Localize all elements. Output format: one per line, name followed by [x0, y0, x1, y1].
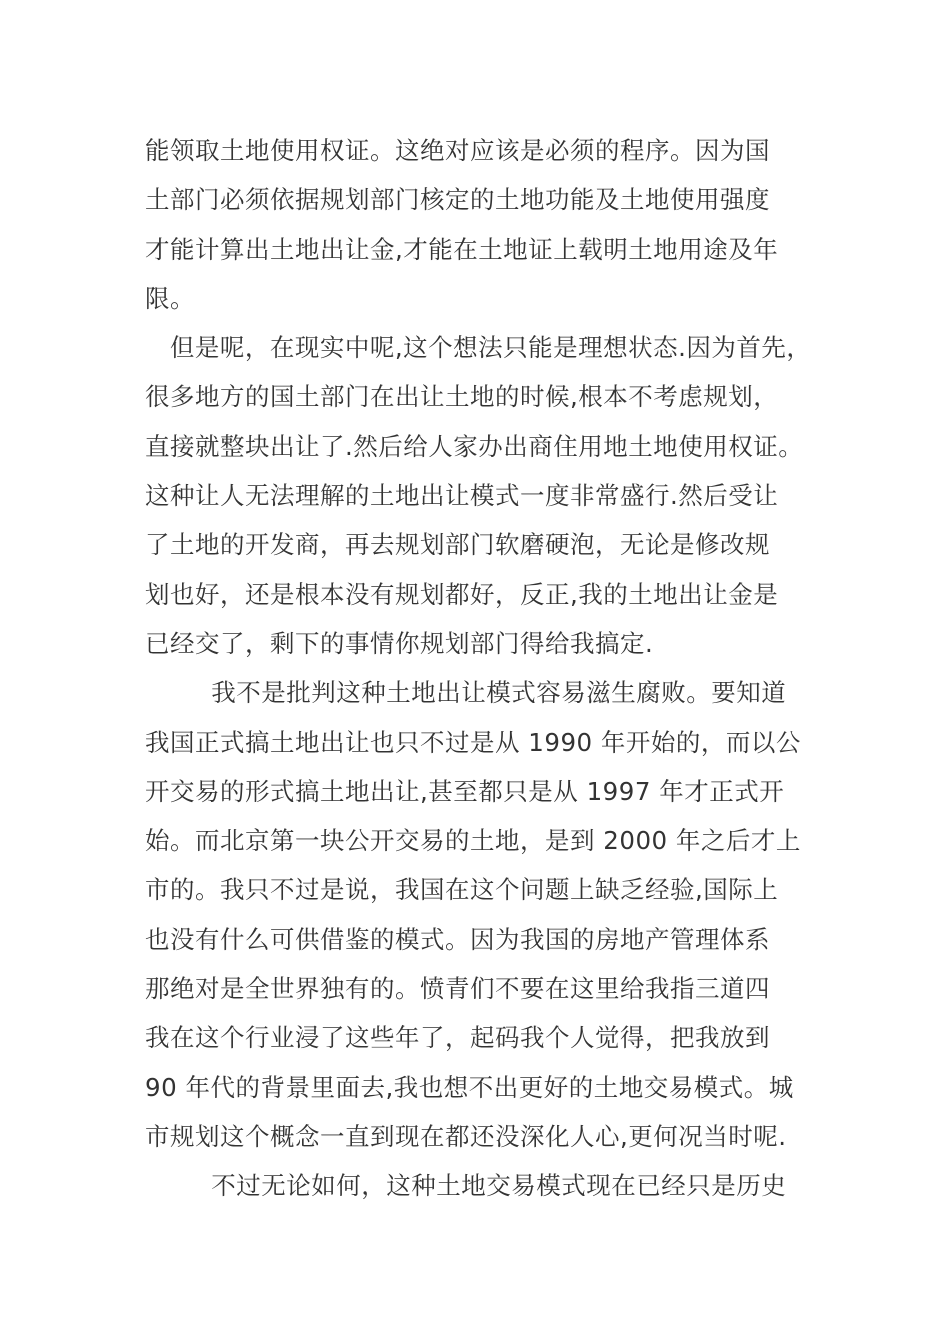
- text-line: 限。: [145, 283, 195, 313]
- text-line: 我在这个行业浸了这些年了，起码我个人觉得，把我放到: [145, 1023, 770, 1053]
- text-line: 我不是批判这种土地出让模式容易滋生腐败。要知道: [145, 678, 787, 708]
- text-line: 始。而北京第一块公开交易的土地，是到 2000 年之后才上: [145, 826, 801, 856]
- text-line: 也没有什么可供借鉴的模式。因为我国的房地产管理体系: [145, 924, 770, 954]
- text-line: 开交易的形式搞土地出让,甚至都只是从 1997 年才正式开: [145, 776, 785, 806]
- text-line: 那绝对是全世界独有的。愤青们不要在这里给我指三道四: [145, 974, 770, 1004]
- text-line: 直接就整块出让了.然后给人家办出商住用地土地使用权证。: [145, 431, 804, 461]
- text-line: 才能计算出土地出让金,才能在土地证上载明土地用途及年: [145, 234, 779, 264]
- text-line: 90 年代的背景里面去,我也想不出更好的土地交易模式。城: [145, 1072, 794, 1102]
- text-line: 我国正式搞土地出让也只不过是从 1990 年开始的，而以公: [145, 727, 801, 757]
- text-line: 已经交了，剩下的事情你规划部门得给我搞定.: [145, 628, 654, 658]
- text-line: 不过无论如何，这种土地交易模式现在已经只是历史: [145, 1171, 787, 1201]
- text-line: 很多地方的国土部门在出让土地的时候,根本不考虑规划，: [145, 382, 779, 412]
- document-body: [145, 126, 825, 1211]
- text-line: 这种让人无法理解的土地出让模式一度非常盛行.然后受让: [145, 481, 779, 511]
- text-line: 土部门必须依据规划部门核定的土地功能及土地使用强度: [145, 185, 770, 215]
- text-line: 了土地的开发商，再去规划部门软磨硬泡，无论是修改规: [145, 530, 770, 560]
- text-line: 市规划这个概念一直到现在都还没深化人心,更何况当时呢.: [145, 1121, 787, 1151]
- text-line: 能领取土地使用权证。这绝对应该是必须的程序。因为国: [145, 136, 770, 165]
- text-line: 但是呢，在现实中呢,这个想法只能是理想状态.因为首先，: [145, 333, 812, 363]
- text-line: 市的。我只不过是说，我国在这个问题上缺乏经验,国际上: [145, 875, 779, 905]
- text-line: 划也好，还是根本没有规划都好，反正,我的土地出让金是: [145, 579, 779, 609]
